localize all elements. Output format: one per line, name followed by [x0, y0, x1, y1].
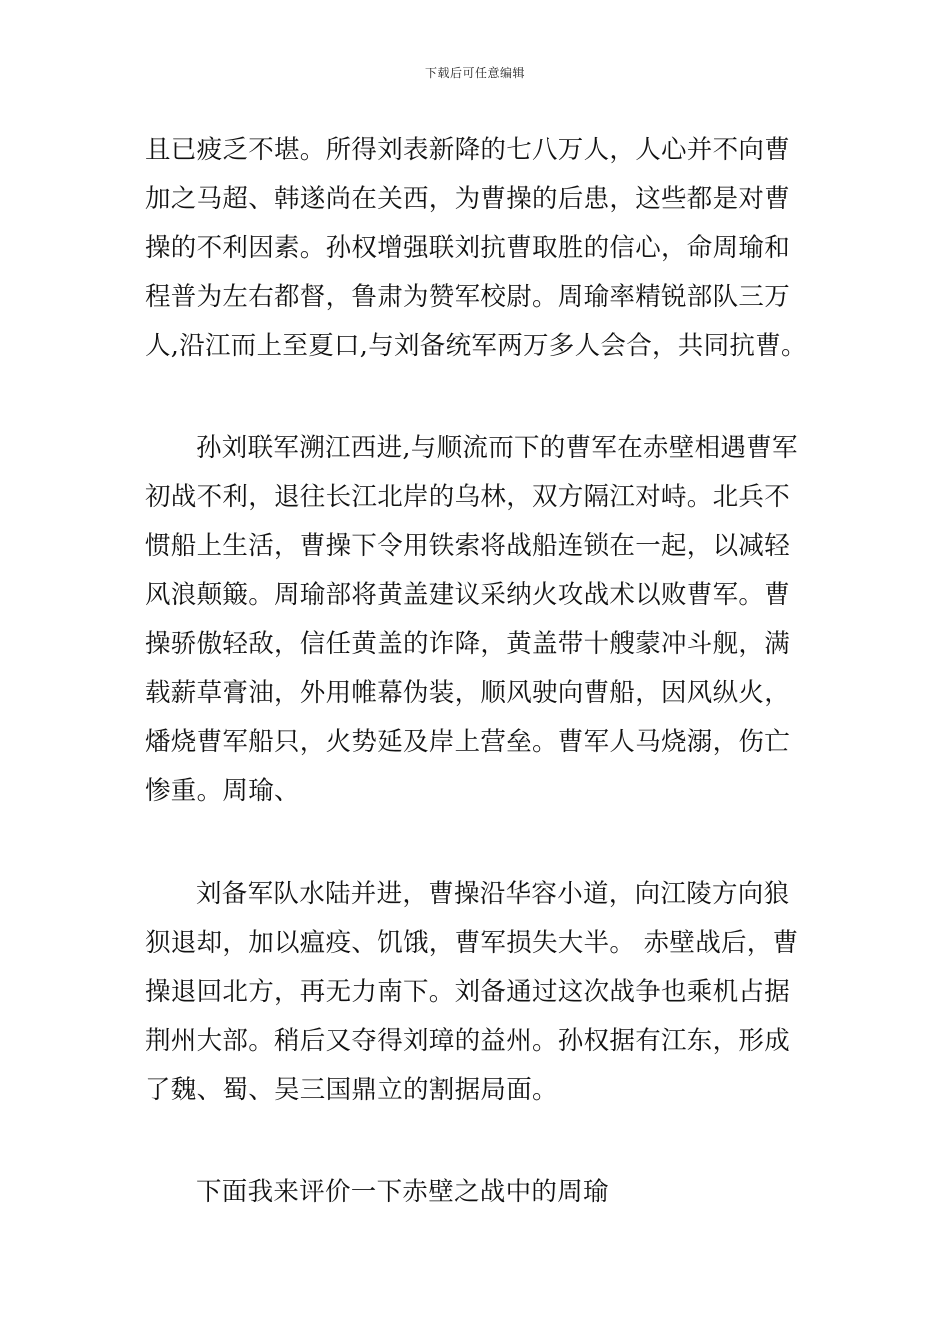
text-line: 初战不利，退往长江北岸的乌林，双方隔江对峙。北兵不: [145, 482, 791, 512]
text-line: 刘备军队水陆并进，曹操沿华容小道，向江陵方向狼: [196, 879, 790, 909]
text-line: 载薪草膏油，外用帷幕伪装，顺风驶向曹船，因风纵火，: [145, 678, 791, 708]
text-line: 惨重。周瑜、: [145, 776, 300, 806]
text-line: 狈退却，加以瘟疫、饥饿，曹军损失大半。 赤壁战后，曹: [145, 928, 799, 958]
text-line: 了魏、蜀、吴三国鼎立的割据局面。: [145, 1075, 558, 1105]
paragraph-1: [145, 126, 807, 371]
text-line: 孙刘联军溯江西进,与顺流而下的曹军在赤壁相遇曹军: [196, 433, 798, 463]
text-line: 加之马超、韩遂尚在关西，为曹操的后患，这些都是对曹: [145, 184, 791, 214]
text-line: 操退回北方，再无力南下。刘备通过这次战争也乘机占据: [145, 977, 791, 1007]
text-line: 操骄傲轻敌，信任黄盖的诈降，黄盖带十艘蒙冲斗舰，满: [145, 629, 791, 659]
paragraph-4: [145, 1168, 807, 1217]
paragraph-2: [145, 424, 807, 816]
text-line: 下面我来评价一下赤壁之战中的周瑜: [196, 1177, 609, 1207]
text-line: 且已疲乏不堪。所得刘表新降的七八万人，人心并不向曹: [145, 135, 791, 165]
paragraph-3: [145, 870, 807, 1115]
text-line: 风浪颠簸。周瑜部将黄盖建议采纳火攻战术以败曹军。曹: [145, 580, 791, 610]
text-line: 惯船上生活，曹操下令用铁索将战船连锁在一起，以减轻: [145, 531, 791, 561]
text-line: 人,沿江而上至夏口,与刘备统军两万多人会合，共同抗曹。: [145, 331, 807, 361]
text-line: 荆州大部。稍后又夺得刘璋的益州。孙权据有江东，形成: [145, 1026, 791, 1056]
text-line: 程普为左右都督，鲁肃为赞军校尉。周瑜率精锐部队三万: [145, 282, 791, 312]
page-header: 下载后可任意编辑: [424, 66, 525, 80]
text-line: 燔烧曹军船只，火势延及岸上营垒。曹军人马烧溺，伤亡: [145, 727, 791, 757]
text-line: 操的不利因素。孙权增强联刘抗曹取胜的信心，命周瑜和: [145, 233, 791, 263]
